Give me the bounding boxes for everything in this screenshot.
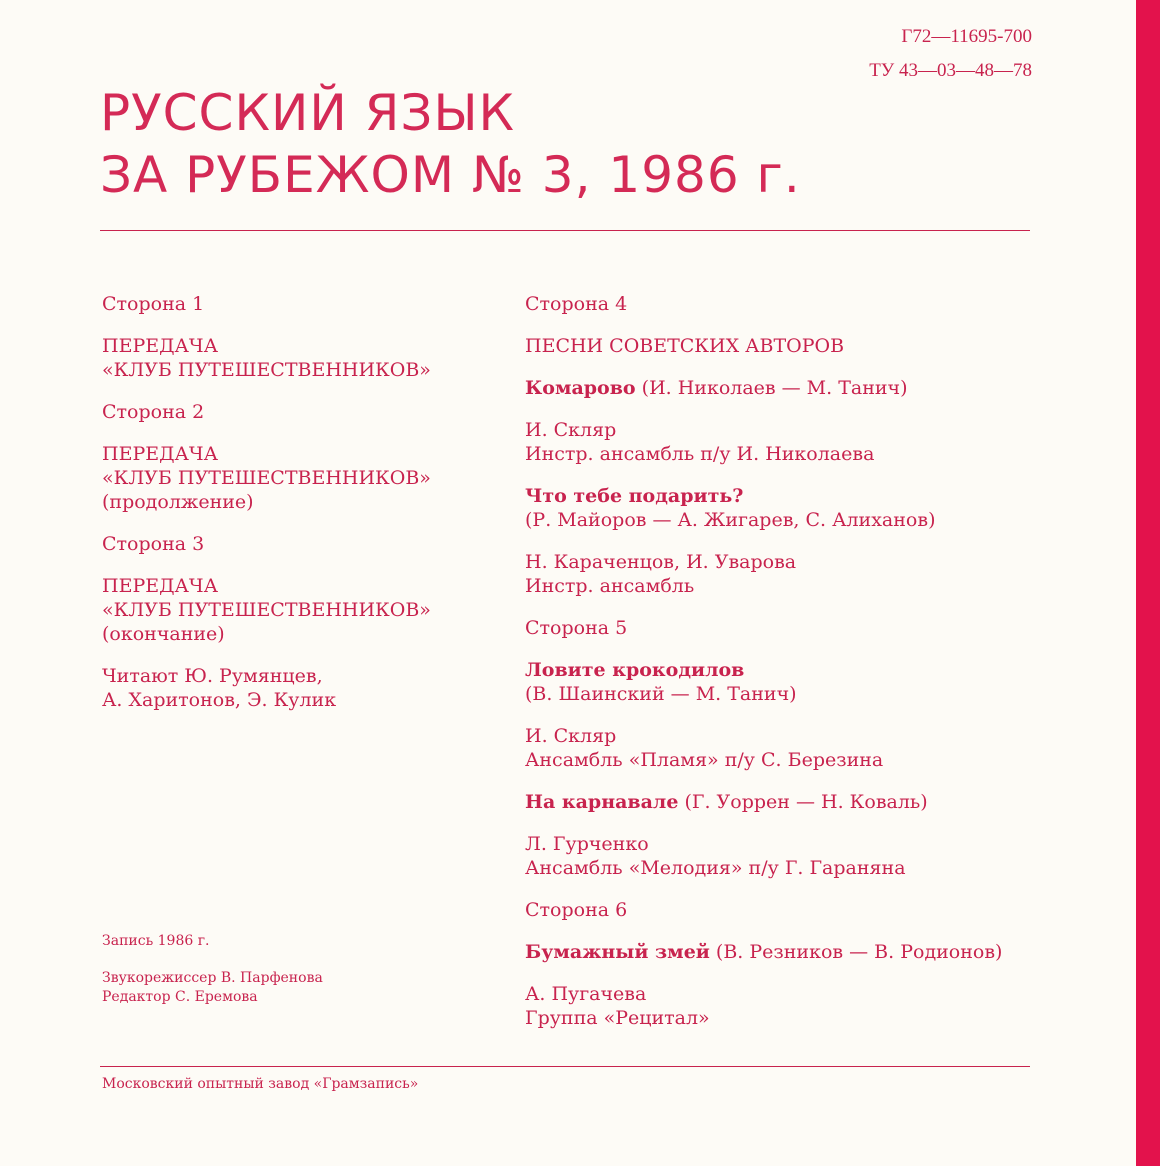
song-title: На карнавале	[525, 791, 679, 813]
side-2-program	[102, 442, 492, 514]
side-5-label: Сторона 5	[525, 617, 628, 639]
side-2-label: Сторона 2	[102, 401, 205, 423]
side-6-label: Сторона 6	[525, 899, 628, 921]
song-authors: (Г. Уоррен — Н. Коваль)	[684, 791, 928, 813]
performer-line: Л. Гурченко	[525, 833, 649, 855]
performer-line: А. Пугачева	[525, 983, 647, 1005]
song-performers	[525, 982, 1045, 1030]
readers-line: Читают Ю. Румянцев,	[102, 665, 323, 687]
performer-line: Инстр. ансамбль п/у И. Николаева	[525, 443, 875, 465]
bottom-divider	[100, 1066, 1030, 1067]
song-na-karnavale	[525, 790, 1045, 814]
song-lovite-krokodilov	[525, 658, 1045, 706]
song-bumazhny-zmei	[525, 940, 1045, 964]
credits	[102, 969, 323, 1007]
side-1-program	[102, 334, 492, 382]
side-3-label: Сторона 3	[102, 533, 205, 555]
song-authors: (В. Шаинский — М. Танич)	[525, 683, 797, 705]
readers-line: А. Харитонов, Э. Кулик	[102, 689, 337, 711]
performer-line: Ансамбль «Пламя» п/у С. Березина	[525, 749, 884, 771]
readers	[102, 664, 492, 712]
standard-code: ТУ 43—03—48—78	[869, 60, 1032, 81]
song-title: Бумажный змей	[525, 941, 710, 963]
performer-line: Инстр. ансамбль	[525, 575, 695, 597]
title-line-1: РУССКИЙ ЯЗЫК	[100, 84, 516, 142]
song-chto-tebe-podarit	[525, 484, 1045, 532]
performer-line: Н. Караченцов, И. Уварова	[525, 551, 797, 573]
spine-stripe	[1136, 0, 1160, 1166]
side-3-program	[102, 574, 492, 646]
top-divider	[100, 230, 1030, 231]
program-line: ПЕРЕДАЧА	[102, 335, 219, 357]
recording-year: Запись 1986 г.	[102, 933, 210, 949]
title-line-2: ЗА РУБЕЖОМ № 3, 1986 г.	[100, 146, 801, 204]
performer-line: И. Скляр	[525, 419, 617, 441]
right-column	[525, 292, 1045, 1048]
performer-line: Группа «Рецитал»	[525, 1007, 710, 1029]
performer-line: И. Скляр	[525, 725, 617, 747]
song-performers	[525, 724, 1045, 772]
side-4-label: Сторона 4	[525, 293, 628, 315]
program-line: (продолжение)	[102, 491, 254, 513]
catalog-code: Г72—11695-700	[901, 26, 1032, 47]
section-heading: ПЕСНИ СОВЕТСКИХ АВТОРОВ	[525, 335, 845, 357]
side-1-label: Сторона 1	[102, 293, 205, 315]
program-line: (окончание)	[102, 623, 225, 645]
program-line: ПЕРЕДАЧА	[102, 443, 219, 465]
performer-line: Ансамбль «Мелодия» п/у Г. Гараняна	[525, 857, 906, 879]
song-performers	[525, 550, 1045, 598]
song-performers	[525, 418, 1045, 466]
program-line: «КЛУБ ПУТЕШЕСТВЕННИКОВ»	[102, 359, 431, 381]
engineer-credit: Звукорежиссер В. Парфенова	[102, 970, 323, 986]
song-title: Комарово	[525, 377, 636, 399]
song-title: Что тебе подарить?	[525, 485, 744, 507]
song-title: Ловите крокодилов	[525, 659, 745, 681]
song-performers	[525, 832, 1045, 880]
song-authors: (Р. Майоров — А. Жигарев, С. Алиханов)	[525, 509, 936, 531]
song-authors: (В. Резников — В. Родионов)	[715, 941, 1003, 963]
editor-credit: Редактор С. Еремова	[102, 989, 258, 1005]
song-komarovo	[525, 376, 1045, 400]
program-line: ПЕРЕДАЧА	[102, 575, 219, 597]
page-title	[100, 82, 801, 206]
program-line: «КЛУБ ПУТЕШЕСТВЕННИКОВ»	[102, 599, 431, 621]
song-authors: (И. Николаев — М. Танич)	[641, 377, 908, 399]
left-column	[102, 292, 492, 730]
factory-imprint: Московский опытный завод «Грамзапись»	[102, 1076, 419, 1092]
program-line: «КЛУБ ПУТЕШЕСТВЕННИКОВ»	[102, 467, 431, 489]
